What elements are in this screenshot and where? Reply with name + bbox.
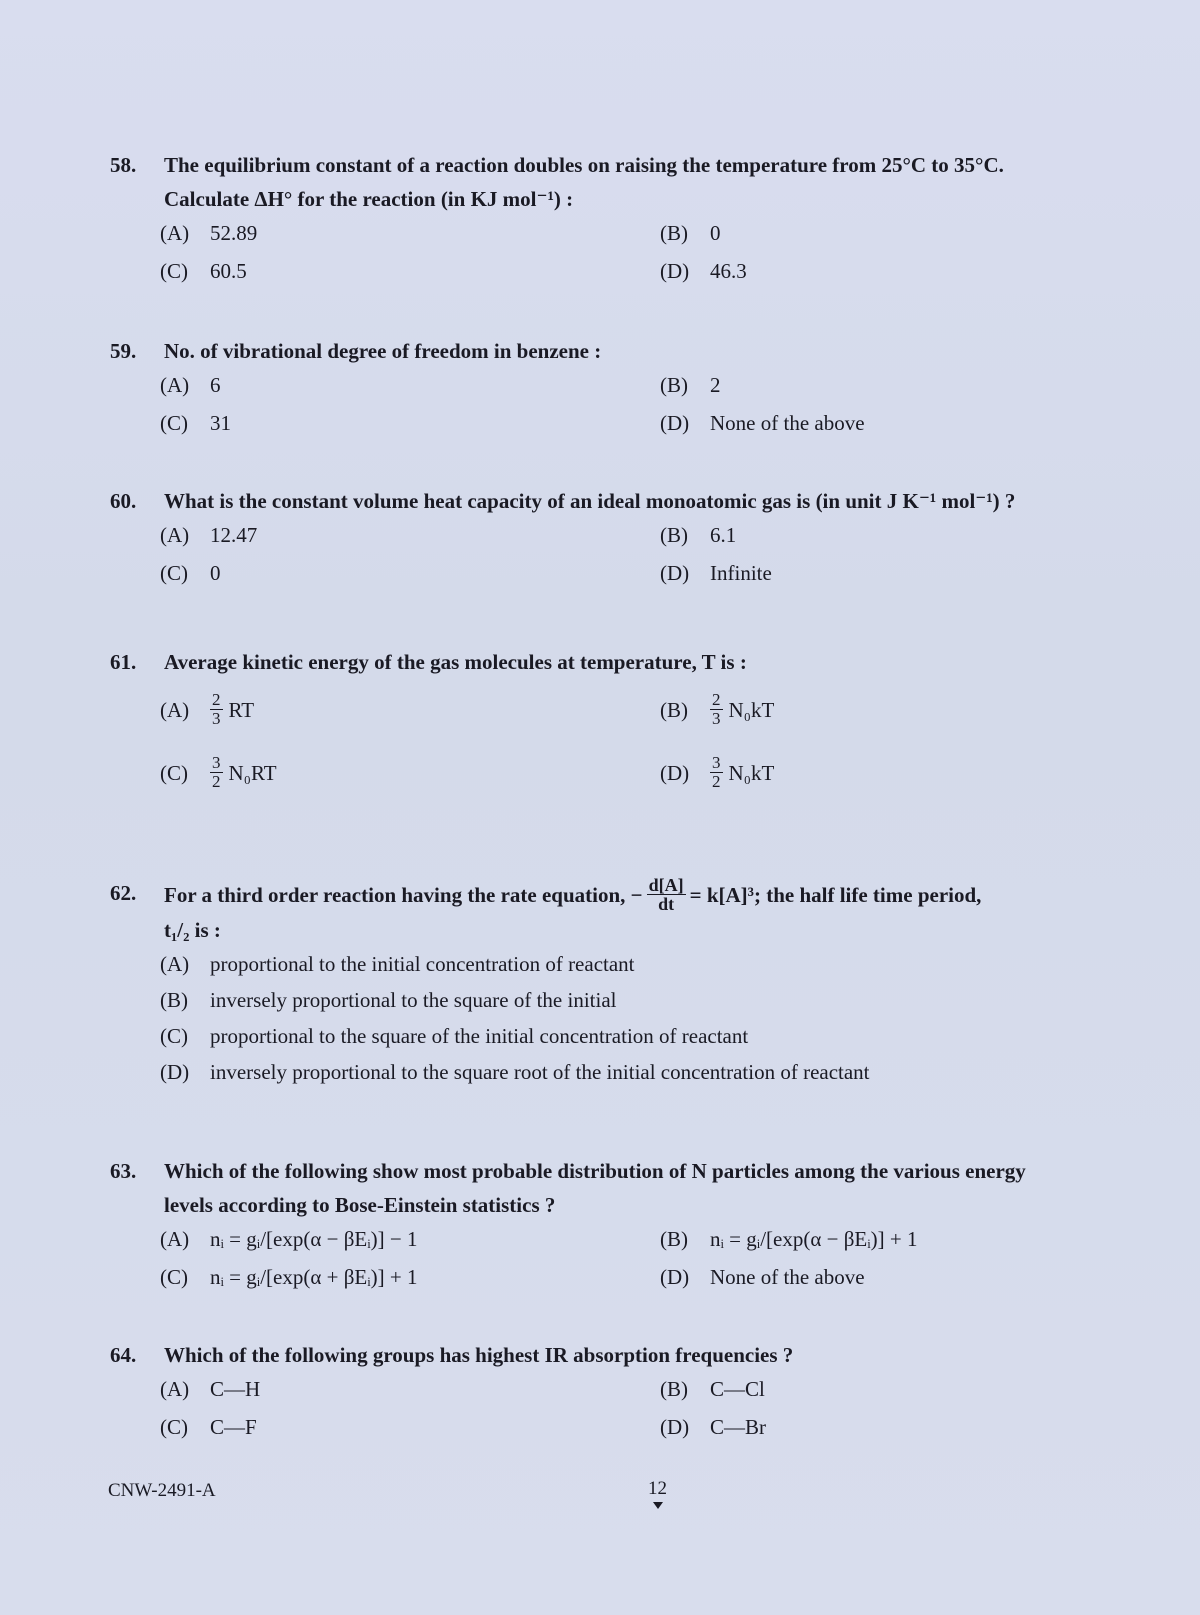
question-text: Which of the following groups has highest IR absorption frequencies ? bbox=[164, 1343, 794, 1367]
page-number: 12 bbox=[648, 1478, 667, 1509]
question-number: 60. bbox=[110, 489, 137, 513]
option-a: (A) 6 bbox=[160, 373, 221, 397]
question-text: Average kinetic energy of the gas molecules at temperature, T is : bbox=[164, 650, 747, 674]
fraction: $\frac{3}{2}$ bbox=[712, 753, 721, 791]
option-b: (B) inversely proportional to the square of the initial bbox=[160, 988, 617, 1012]
option-c: (C) proportional to the square of the initial concentration of reactant bbox=[160, 1024, 749, 1048]
question-text: levels according to Bose-Einstein statistics ? bbox=[164, 1193, 556, 1217]
option-c: (C) 60.5 bbox=[160, 259, 247, 283]
question-text: Calculate ΔH° for the reaction (in KJ mol⁻¹) : bbox=[164, 187, 574, 211]
question-text: t₁/₂ is : bbox=[164, 918, 221, 942]
question-number: 63. bbox=[110, 1159, 137, 1183]
option-d: (D) None of the above bbox=[660, 411, 865, 435]
option-b: (B) $\frac{2}{3}$ N₀kT bbox=[660, 690, 775, 728]
option-c: (C) $\frac{3}{2}$ N₀RT bbox=[160, 753, 277, 791]
option-c: (C) nᵢ = gᵢ/[exp(α + βEᵢ)] + 1 bbox=[160, 1265, 418, 1289]
booklet-code: CNW-2491-A bbox=[108, 1480, 216, 1501]
fraction: $\frac{2}{3}$ bbox=[712, 690, 721, 728]
option-a: (A) C—H bbox=[160, 1377, 261, 1401]
option-c: (C) 0 bbox=[160, 561, 221, 585]
fraction: $\frac{2}{3}$ bbox=[212, 690, 221, 728]
question-number: 59. bbox=[110, 339, 137, 363]
option-a: (A) nᵢ = gᵢ/[exp(α − βEᵢ)] − 1 bbox=[160, 1227, 418, 1251]
question-text: The equilibrium constant of a reaction doubles on raising the temperature from 25°C to 35°C. bbox=[164, 153, 1004, 177]
question-number: 64. bbox=[110, 1343, 137, 1367]
question-62 bbox=[110, 876, 1140, 1089]
question-number: 58. bbox=[110, 153, 137, 177]
option-b: (B) nᵢ = gᵢ/[exp(α − βEᵢ)] + 1 bbox=[660, 1227, 918, 1251]
option-c: (C) 31 bbox=[160, 411, 231, 435]
question-58 bbox=[110, 148, 1140, 288]
question-59 bbox=[110, 334, 1140, 440]
question-text: No. of vibrational degree of freedom in benzene : bbox=[164, 339, 602, 363]
option-a: (A) 52.89 bbox=[160, 221, 258, 245]
option-c: (C) C—F bbox=[160, 1415, 257, 1439]
question-text: For a third order reaction having the rate equation, − bbox=[164, 882, 643, 907]
option-a: (A) 12.47 bbox=[160, 523, 258, 547]
fraction: $\frac{3}{2}$ bbox=[212, 753, 221, 791]
option-d: (D) None of the above bbox=[660, 1265, 865, 1289]
question-61 bbox=[110, 645, 1140, 791]
question-60 bbox=[110, 484, 1140, 590]
question-text: Which of the following show most probable distribution of N particles among the various energy bbox=[164, 1159, 1026, 1183]
page-arrow-icon bbox=[653, 1502, 663, 1509]
option-a: (A) $\frac{2}{3}$ RT bbox=[160, 690, 255, 728]
option-d: (D) 46.3 bbox=[660, 259, 747, 283]
question-number: 62. bbox=[110, 881, 137, 905]
option-d: (D) Infinite bbox=[660, 561, 772, 585]
option-a: (A) proportional to the initial concentration of reactant bbox=[160, 952, 635, 976]
option-b: (B) C—Cl bbox=[660, 1377, 765, 1401]
option-d: (D) $\frac{3}{2}$ N₀kT bbox=[660, 753, 775, 791]
option-b: (B) 6.1 bbox=[660, 523, 737, 547]
option-b: (B) 0 bbox=[660, 221, 721, 245]
question-text: What is the constant volume heat capacity of an ideal monoatomic gas is (in unit J K⁻¹ mol⁻¹) ? bbox=[164, 489, 1016, 513]
option-b: (B) 2 bbox=[660, 373, 721, 397]
option-d: (D) inversely proportional to the square root of the initial concentration of reactant bbox=[160, 1060, 870, 1084]
option-d: (D) C—Br bbox=[660, 1415, 767, 1439]
question-64 bbox=[110, 1338, 1140, 1444]
question-number: 61. bbox=[110, 650, 137, 674]
question-63 bbox=[110, 1154, 1140, 1294]
rate-fraction: $\frac{d[A]}{dt}$ bbox=[648, 875, 684, 914]
question-text: = k[A]³; the half life time period, bbox=[689, 882, 982, 907]
